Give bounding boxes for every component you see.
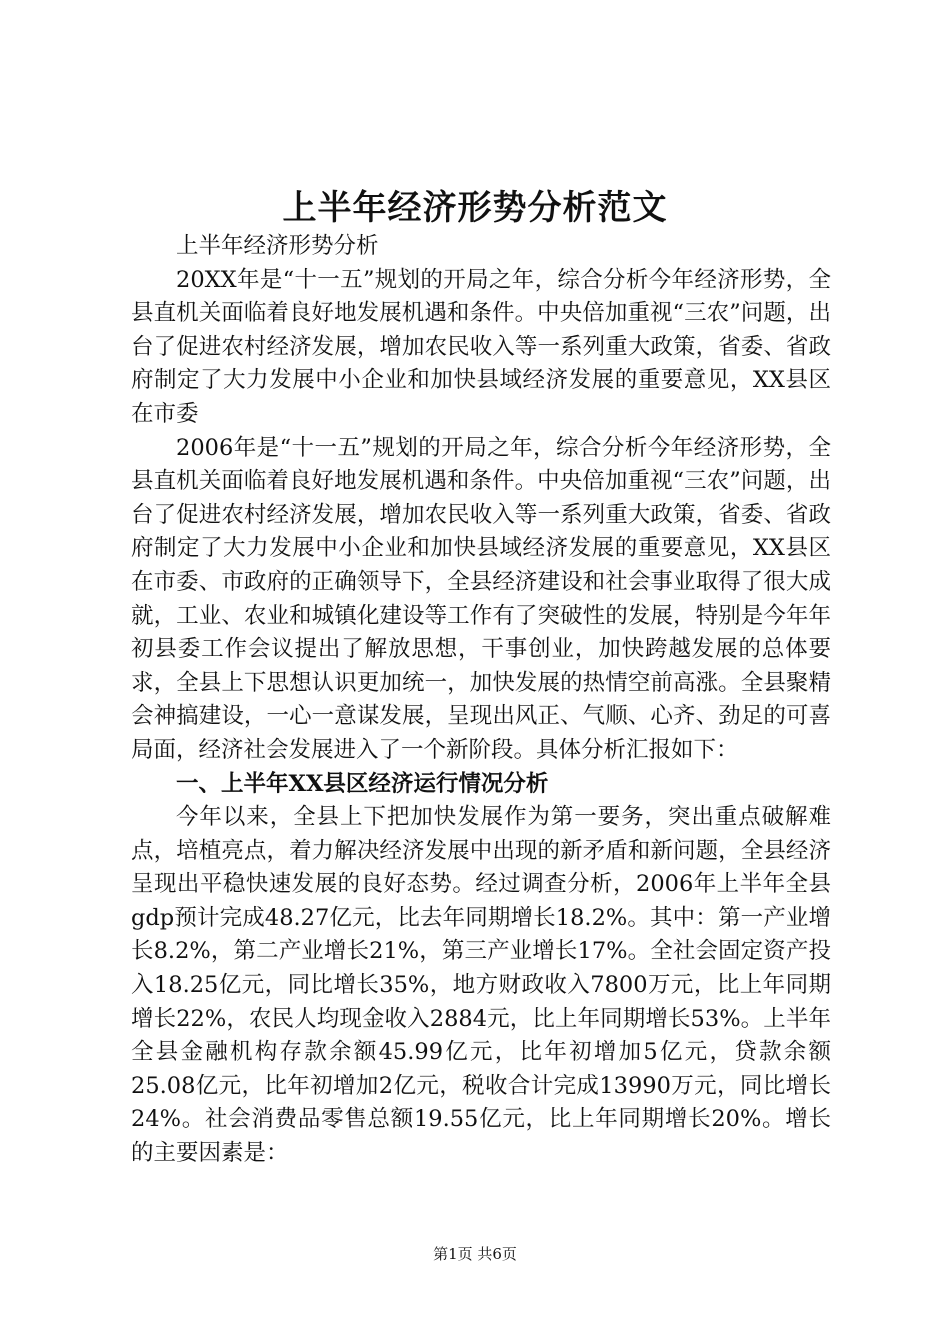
page-footer: 第1页 共6页 <box>433 1245 517 1263</box>
document-title: 上半年经济形势分析范文 <box>282 188 668 228</box>
analysis-paragraph: 今年以来，全县上下把加快发展作为第一要务，突出重点破解难点，培植亮点，着力解决经济发展中出现的新矛盾和新问题，全县经济呈现出平稳快速发展的良好态势。经过调查分析，2006年上半年全县gdp预计完成48.27亿元，比去年同期增长18.2%。其中：第一产业增长8.2%，第二产业增长21%，第三产业增长17%。全社会固定资产投入18.25亿元，同比增长35%，地方财政收入7800万元，比上年同期增长22%，农民人均现金收入2884元，比上年同期增长53%。上半年全县金融机构存款余额45.99亿元，比年初增加5亿元，贷款余额25.08亿元，比年初增加2亿元，税收合计完成13990万元，同比增长24%。社会消费品零售总额19.55亿元，比上年同期增长20%。增长的主要因素是： <box>131 804 831 1167</box>
intro-paragraph: 20XX年是“十一五”规划的开局之年，综合分析今年经济形势，全县直机关面临着良好地发展机遇和条件。中央倍加重视“三农”问题，出台了促进农村经济发展，增加农民收入等一系列重大政策，省委、省政府制定了大力发展中小企业和加快县域经济发展的重要意见，XX县区在市委 <box>131 266 831 427</box>
subtitle-paragraph: 上半年经济形势分析 <box>176 233 379 259</box>
document-body <box>131 230 831 1171</box>
section-heading: 一、上半年XX县区经济运行情况分析 <box>176 770 549 797</box>
overview-paragraph: 2006年是“十一五”规划的开局之年，综合分析今年经济形势，全县直机关面临着良好地发展机遇和条件。中央倍加重视“三农”问题，出台了促进农村经济发展，增加农民收入等一系列重大政策，省委、省政府制定了大力发展中小企业和加快县域经济发展的重要意见，XX县区在市委、市政府的正确领导下，全县经济建设和社会事业取得了很大成就，工业、农业和城镇化建设等工作有了突破性的发展，特别是今年年初县委工作会议提出了解放思想，干事创业，加快跨越发展的总体要求，全县上下思想认识更加统一，加快发展的热情空前高涨。全县聚精会神搞建设，一心一意谋发展，呈现出风正、气顺、心齐、劲足的可喜局面，经济社会发展进入了一个新阶段。具体分析汇报如下： <box>131 434 831 763</box>
